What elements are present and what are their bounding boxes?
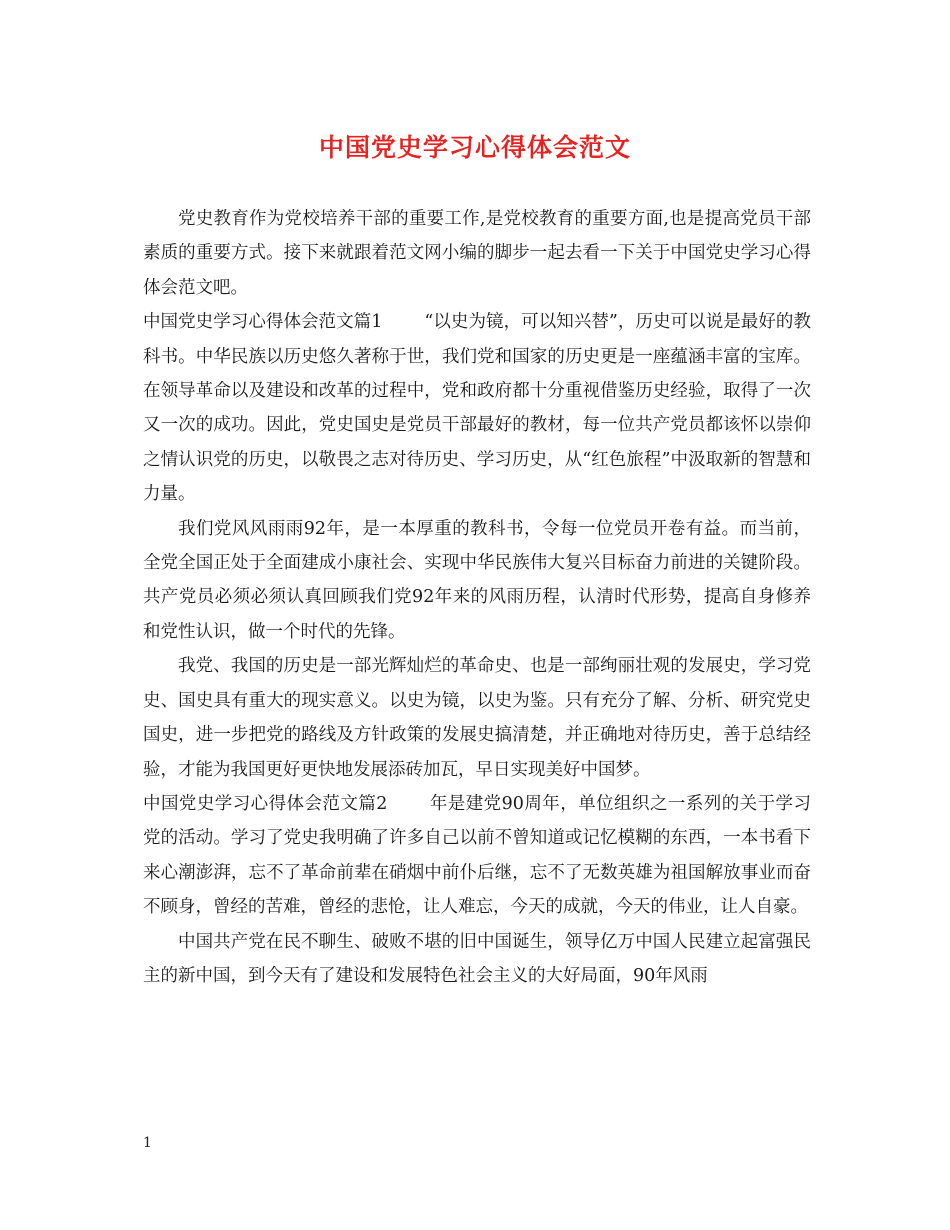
article2-heading: 中国党史学习心得体会范文篇2 [143,793,388,814]
article1-first-paragraph-text: “以史为镜，可以知兴替”，历史可以说是最好的教科书。中华民族以历史悠久著称于世，我们党和国家的历史更是一座蕴涵丰富的宝库。在领导革命以及建设和改革的过程中，党和政府都十分重视借鉴历史经验，取得了一次又一次的成功。因此，党史国史是党员干部最好的教材，每一位共产党员都该怀以崇仰之情认识党的历史，以敬畏之志对待历史、学习历史，从“红色旅程”中汲取新的智慧和力量。 [143,312,811,505]
intro-paragraph: 党史教育作为党校培养干部的重要工作,是党校教育的重要方面,也是提高党员干部素质的重要方式。接下来就跟着范文网小编的脚步一起去看一下关于中国党史学习心得体会范文吧。 [143,209,811,298]
article1-first-paragraph [143,305,811,511]
article2-second-paragraph: 中国共产党在民不聊生、破败不堪的旧中国诞生，领导亿万中国人民建立起富强民主的新中国，到今天有了建设和发展特色社会主义的大好局面，90年风雨 [143,931,811,986]
article2-first-paragraph-text: 年是建党90周年，单位组织之一系列的关于学习党的活动。学习了党史我明确了许多自己以前不曾知道或记忆模糊的东西，一本书看下来心潮澎湃，忘不了革命前辈在硝烟中前仆后继，忘不了无数英雄为祖国解放事业而奋不顾身，曾经的苦难，曾经的悲怆，让人难忘，今天的成就，今天的伟业，让人自豪。 [143,793,811,918]
article1-second-paragraph: 我们党风风雨雨92年，是一本厚重的教科书，令每一位党员开卷有益。而当前，全党全国正处于全面建成小康社会、实现中华民族伟大复兴目标奋力前进的关键阶段。共产党员必须必须认真回顾我们党92年来的风雨历程，认清时代形势，提高自身修养和党性认识，做一个时代的先锋。 [143,518,811,642]
document-title: 中国党史学习心得体会范文 [318,133,631,162]
article2-first-paragraph [143,787,811,925]
article1-heading: 中国党史学习心得体会范文篇1 [143,312,383,333]
document-body [143,202,811,993]
article1-third-paragraph: 我党、我国的历史是一部光辉灿烂的革命史、也是一部绚丽壮观的发展史，学习党史、国史具有重大的现实意义。以史为镜，以史为鉴。只有充分了解、分析、研究党史国史，进一步把党的路线及方针政策的发展史搞清楚，并正确地对待历史，善于总结经验，才能为我国更好更快地发展添砖加瓦，早日实现美好中国梦。 [143,656,811,780]
page-number: 1 [143,1135,152,1151]
